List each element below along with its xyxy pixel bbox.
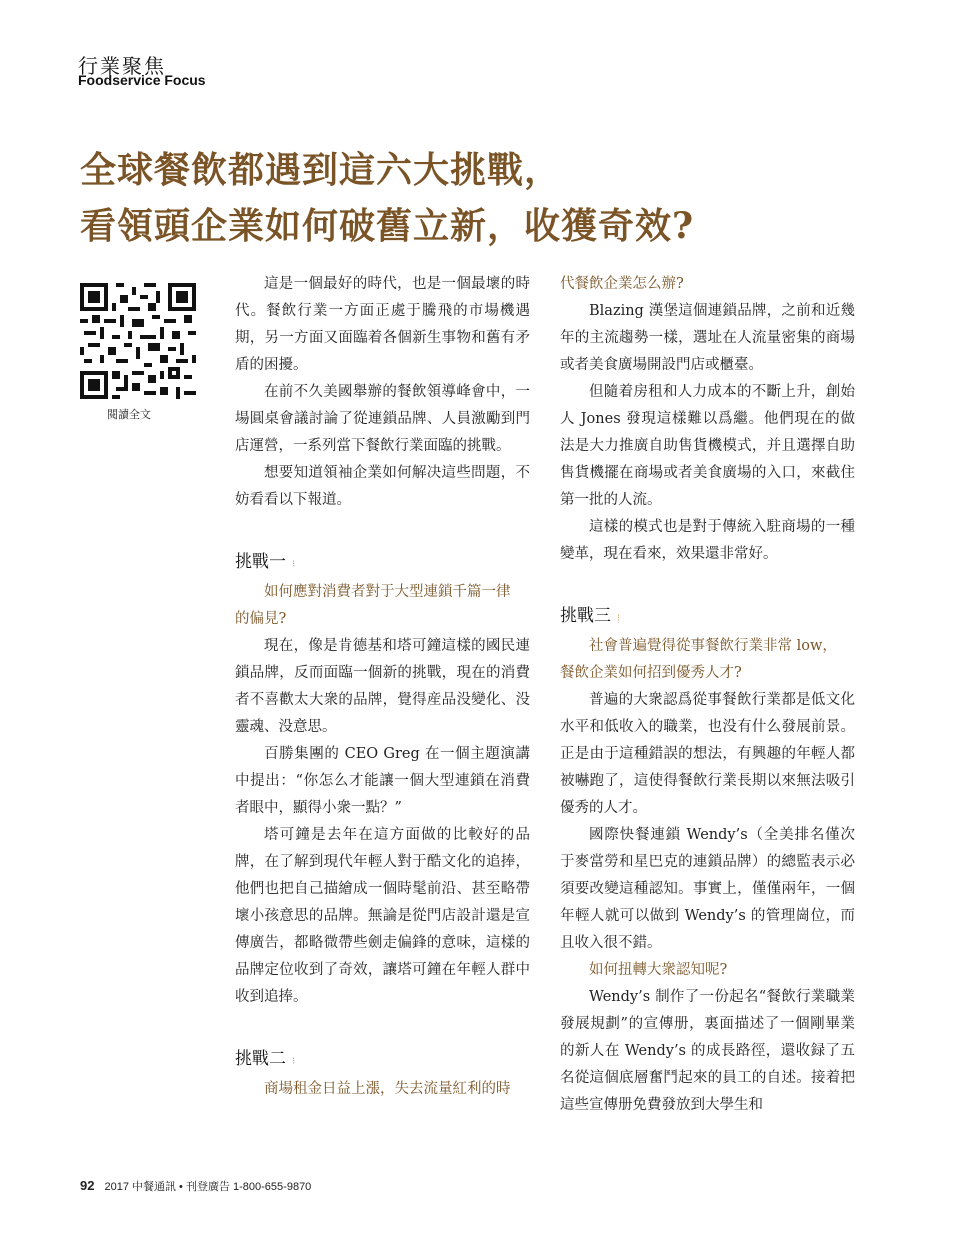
intro-paragraph: 這是一個最好的時代，也是一個最壞的時代。餐飲行業一方面正處于騰飛的市場機遇期，另一方面又面臨着各個新生事物和舊有矛盾的困擾。 [235,276,530,373]
challenge-question: 社會普遍覺得從事餐飲行業非常 low， [589,638,837,654]
challenge-question: 如何應對消費者對于大型連鎖千篇一律 [264,584,511,600]
body-paragraph: Wendy’s 制作了一份起名“餐飲行業職業發展規劃”的宣傳册，裏面描述了一個剛畢業的新人在 Wendy’s 的成長路徑，還收録了五名從這個底層奮鬥起來的員工的自述。接着把這些宣傳册免費發放到大學生和 [560,989,855,1113]
section-label-en: Foodservice Focus [78,72,206,88]
challenge-label: 挑戰三 [560,606,611,626]
challenge-label: 挑戰二 [235,1049,286,1069]
challenge-question: 商場租金日益上漲，失去流量紅利的時 [264,1081,511,1097]
footer-text: 2017 中餐通訊 • 刊登廣告 1-800-655-9870 [104,1181,312,1193]
challenge-question: 的偏見? [235,611,287,627]
challenge-heading [235,548,530,579]
page-number: 92 [80,1178,95,1193]
intro-paragraph: 想要知道領袖企業如何解决這些問題，不妨看看以下報道。 [235,465,530,508]
sub-question: 如何扭轉大衆認知呢? [589,962,728,978]
body-paragraph: 但隨着房租和人力成本的不斷上升，創始人 Jones 發現這樣難以爲繼。他們現在的做法是大力推廣自助售貨機模式，并且選擇自助售貨機擺在商場或者美食廣場的入口，來截住第一批的人流。 [560,384,855,508]
qr-code[interactable] [80,283,196,399]
title-line-1: 全球餐飲都遇到這六大挑戰， [80,149,562,191]
body-paragraph: 普遍的大衆認爲從事餐飲行業都是低文化水平和低收入的職業，也没有什么發展前景。正是由于這種錯誤的想法，有興趣的年輕人都被嚇跑了，這使得餐飲行業長期以來無法吸引優秀的人才。 [560,692,855,816]
body-paragraph: Blazing 漢堡這個連鎖品牌，之前和近幾年的主流趨勢一樣，選址在人流量密集的商場或者美食廣場開設門店或櫃臺。 [560,303,855,373]
body-paragraph: 這樣的模式也是對于傳統入駐商場的一種變革，現在看來，效果還非常好。 [560,519,855,562]
column-right [560,271,855,1119]
page-footer [80,1178,311,1194]
challenge-question: 餐飲企業如何招到優秀人才? [560,665,742,681]
challenge-heading [560,602,855,633]
article-title [80,142,880,254]
body-paragraph: 塔可鐘是去年在這方面做的比較好的品牌，在了解到現代年輕人對于酷文化的追捧，他們也把自己描繪成一個時髦前沿、甚至略帶壞小孩意思的品牌。無論是從門店設計還是宣傳廣告，都略微帶些劍走偏鋒的意味，這樣的品牌定位收到了奇效，讓塔可鐘在年輕人群中收到追捧。 [235,827,530,1005]
body-paragraph: 現在，像是肯德基和塔可鐘這樣的國民連鎖品牌，反而面臨一個新的挑戰，現在的消費者不喜歡太大衆的品牌，覺得産品没變化、没靈魂、没意思。 [235,638,530,735]
challenge-question: 代餐飲企業怎么辦? [560,276,684,292]
body-paragraph: 國際快餐連鎖 Wendy’s（全美排名僅次于麥當勞和星巴克的連鎖品牌）的總監表示必須要改變這種認知。事實上，僅僅兩年，一個年輕人就可以做到 Wendy’s 的管理崗位，而且收入很不錯。 [560,827,855,951]
column-left [235,271,530,1103]
body-paragraph: 百勝集團的 CEO Greg 在一個主題演講中提出：“你怎么才能讓一個大型連鎖在消費者眼中，顯得小衆一點？” [235,746,530,816]
dot-icon: ⁝ [617,613,621,624]
title-line-2: 看領頭企業如何破舊立新，收獲奇效? [80,205,695,247]
challenge-heading [235,1045,530,1076]
qr-caption: 閱讀全文 [107,408,151,421]
dot-icon: ⁝ [292,1056,296,1067]
dot-icon: ⁝ [292,559,296,570]
challenge-label: 挑戰一 [235,552,286,572]
intro-paragraph: 在前不久美國舉辦的餐飲領導峰會中，一場圓桌會議討論了從連鎖品牌、人員激勵到門店運營，一系列當下餐飲行業面臨的挑戰。 [235,384,530,454]
section-label-zh: 行業聚焦 [78,54,166,78]
